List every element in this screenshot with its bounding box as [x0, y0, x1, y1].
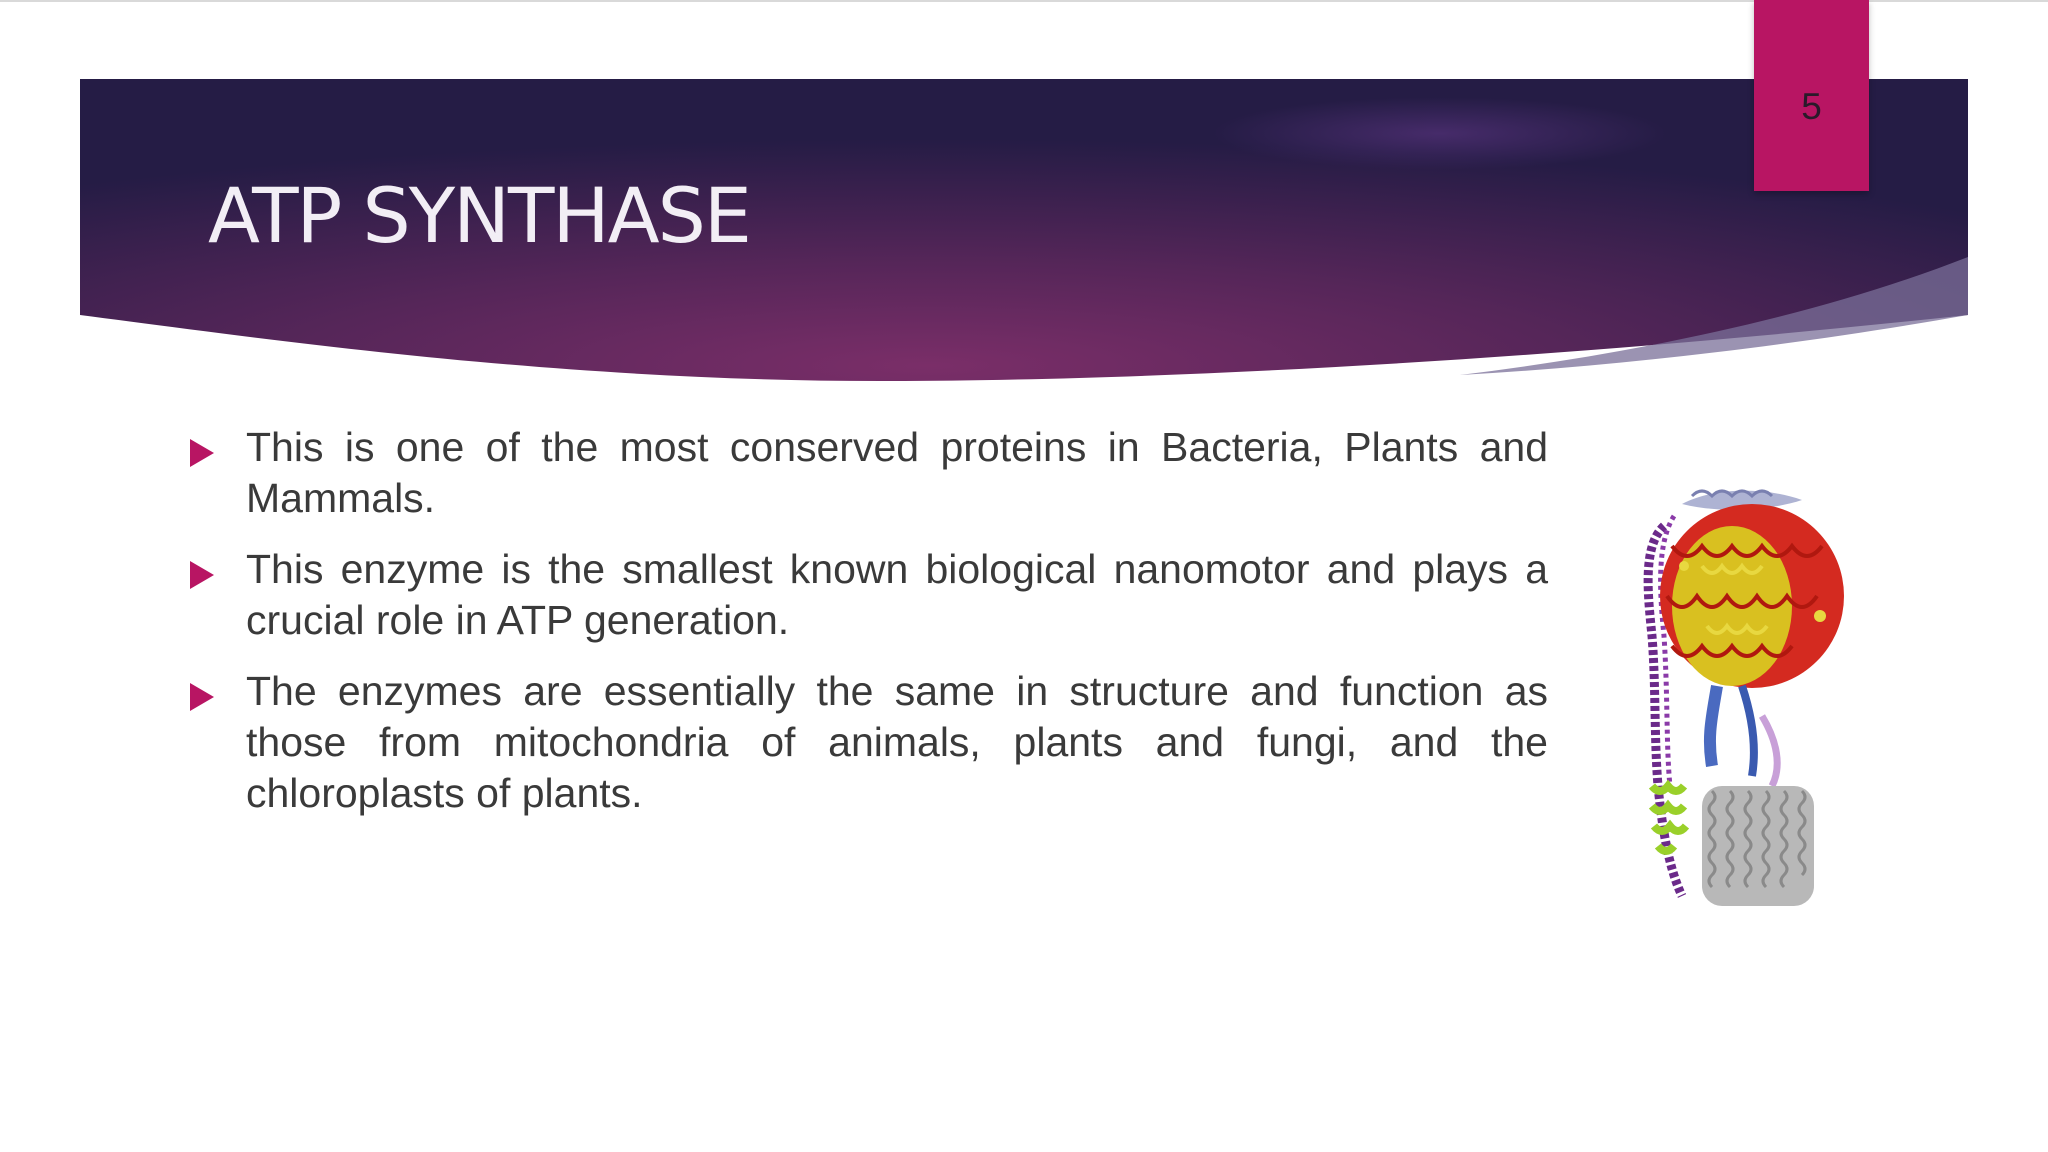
page-number: 5	[1801, 86, 1822, 127]
bullet-text: This is one of the most conserved proteins in Bacteria, Plants and Mammals.	[246, 424, 1548, 521]
bullet-text: This enzyme is the smallest known biological nanomotor and plays a crucial role in ATP generation.	[246, 546, 1548, 643]
triangle-bullet-icon	[190, 439, 214, 467]
bullet-text: The enzymes are essentially the same in structure and function as those from mitochondria of animals, plants and fungi, and the chloroplasts of plants.	[246, 668, 1548, 816]
bullet-item	[188, 422, 1548, 524]
page-number-tab	[1754, 0, 1869, 191]
protein-structure-image	[1612, 486, 1852, 916]
triangle-bullet-icon	[190, 683, 214, 711]
bullet-list	[188, 422, 1548, 839]
bullet-item	[188, 544, 1548, 646]
triangle-bullet-icon	[190, 561, 214, 589]
top-divider	[0, 0, 2048, 2]
bullet-item	[188, 666, 1548, 819]
slide-title: ATP SYNTHASE	[208, 171, 750, 260]
